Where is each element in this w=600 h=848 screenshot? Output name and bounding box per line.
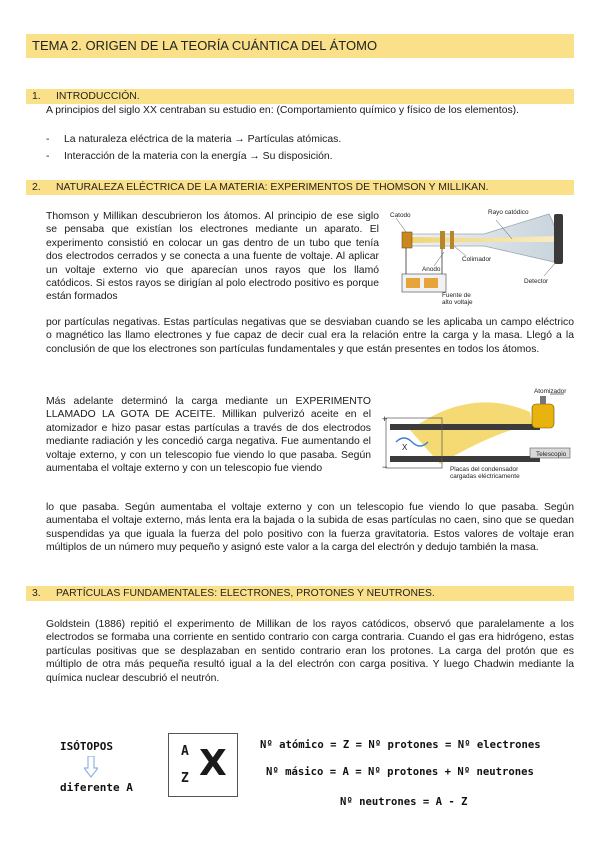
section-heading: PARTÍCULAS FUNDAMENTALES: ELECTRONES, PROTONES Y NEUTRONES. [56, 588, 435, 599]
section-heading: NATURALEZA ELÉCTRICA DE LA MATERIA: EXPERIMENTOS DE THOMSON Y MILLIKAN. [56, 182, 489, 193]
label-telescopio: Telescopio [536, 451, 567, 458]
thomson-paragraph-wrapped: Thomson y Millikan descubrieron los átomos. Al principio de ese siglo se pensaba que existían los electrones mediante un aparato. El experimento consistió en colocar un gas dentro de un tubo que tenía dos electrodos cerrados y se conecta a una fuente de voltaje. Al aplicar un voltaje externo vio que aparecían unos rayos que los llamó catódicos. Si estos rayos se dirigían al polo electrodo positivo es porque están formados [46, 211, 379, 303]
nuclide-notation-box [168, 733, 238, 797]
label-rayo-catodico: Rayo catódico [488, 209, 529, 216]
page-title: TEMA 2. ORIGEN DE LA TEORÍA CUÁNTICA DEL ÁTOMO [26, 34, 574, 58]
formula-atomic-number: Nº atómico = Z = Nº protones = Nº electrones [260, 739, 541, 751]
label-fuente: Fuente de alto voltaje [442, 292, 473, 306]
millikan-paragraph-wrapped: Más adelante determinó la carga mediante un EXPERIMENTO LLAMADO LA GOTA DE ACEITE. Millikan pulverizó aceite en el atomizador e hizo pasar estas partículas a través de dos electrodos mediante radiación y les concedió carga negativa. Fue aumentando el voltaje externo, y con un telescopio fue viendo lo que pasaba. Según aumentaba el voltaje externo y con un telescopio fue viendo [46, 396, 371, 475]
section-number: 2. [32, 182, 41, 193]
label-minus: − [382, 462, 388, 472]
thomson-cathode-ray-figure [384, 206, 576, 314]
bullet-dash: - [46, 151, 50, 162]
thomson-paragraph: por partículas negativas. Estas partículas negativas que se desviaban cuando se les aplicaba un campo eléctrico o magnético las llamo electrones y fue capaz de decir cual era la relación entre la carga y la masa. Llegó a la conclusión de que los electrones son partículas fundamentales y que están presentes en todos los átomos. [46, 317, 574, 355]
element-symbol: X [199, 743, 227, 784]
goldstein-paragraph: Goldstein (1886) repitió el experimento de Millikan de los rayos catódicos, observó que paralelamente a los electrodos se formaba una corriente en sentido contrario con carga contraria. Cuando el gas era hidrógeno, estas partículas positivas que se desplazaban en sentido contrario eran los protones. La carga del protón que es múltiplo de otra más pequeña resultó igual a la del electrón con carga positiva. Y luego Chadwin mediante la química nuclear descubrió el neutrón. [46, 619, 574, 684]
label-catodo: Catodo [390, 212, 411, 219]
millikan-oil-drop-figure [380, 386, 574, 496]
section-number: 1. [32, 91, 41, 102]
formula-mass-number: Nº másico = A = Nº protones + Nº neutrones [266, 766, 534, 778]
label-atomizador: Atomizador [534, 388, 567, 395]
isotopos-sub: diferente A [60, 781, 133, 794]
label-detector: Detector [524, 278, 549, 285]
isotopos-label: ISÓTOPOS [60, 740, 113, 753]
section-3-header [26, 586, 574, 601]
atomic-number-z: Z [181, 771, 189, 786]
label-colimador: Colimador [462, 256, 492, 263]
section-1-intro: A principios del siglo XX centraban su estudio en: (Comportamiento químico y físico de los elementos). [46, 105, 520, 116]
bullet-dash: - [46, 134, 50, 145]
section-number: 3. [32, 588, 41, 599]
label-placas: Placas del condensador cargadas eléctricamente [450, 466, 520, 480]
section-1-header [26, 89, 574, 104]
mass-number-a: A [181, 744, 189, 759]
label-anodo: Anodo [422, 266, 441, 273]
bullet-text: La naturaleza eléctrica de la materia → Partículas atómicas. [64, 134, 342, 145]
down-arrow-icon [84, 756, 98, 778]
formula-neutrons: Nº neutrones = A - Z [340, 796, 468, 808]
millikan-paragraph: lo que pasaba. Según aumentaba el voltaje externo y con un telescopio fue viendo lo que pasaba. Según aumentaba el voltaje externo, más lenta era la bajada o la subida de esas partículas no caen, sino que se quedan suspendidas ya que iguala la fuerza del polo positivo con la fuerza gravitatoria. Estos valores de voltaje eran múltiplos de un número muy pequeño y asignó este valor a la carga del electrón y dedujo también la masa. [46, 502, 574, 554]
section-heading: INTRODUCCIÓN. [56, 91, 140, 102]
bullet-text: Interacción de la materia con la energía → Su disposición. [64, 151, 333, 162]
label-plus: + [382, 414, 388, 424]
section-2-header [26, 180, 574, 195]
list-item [46, 133, 341, 146]
list-item [46, 150, 333, 163]
label-x: X [402, 443, 408, 452]
